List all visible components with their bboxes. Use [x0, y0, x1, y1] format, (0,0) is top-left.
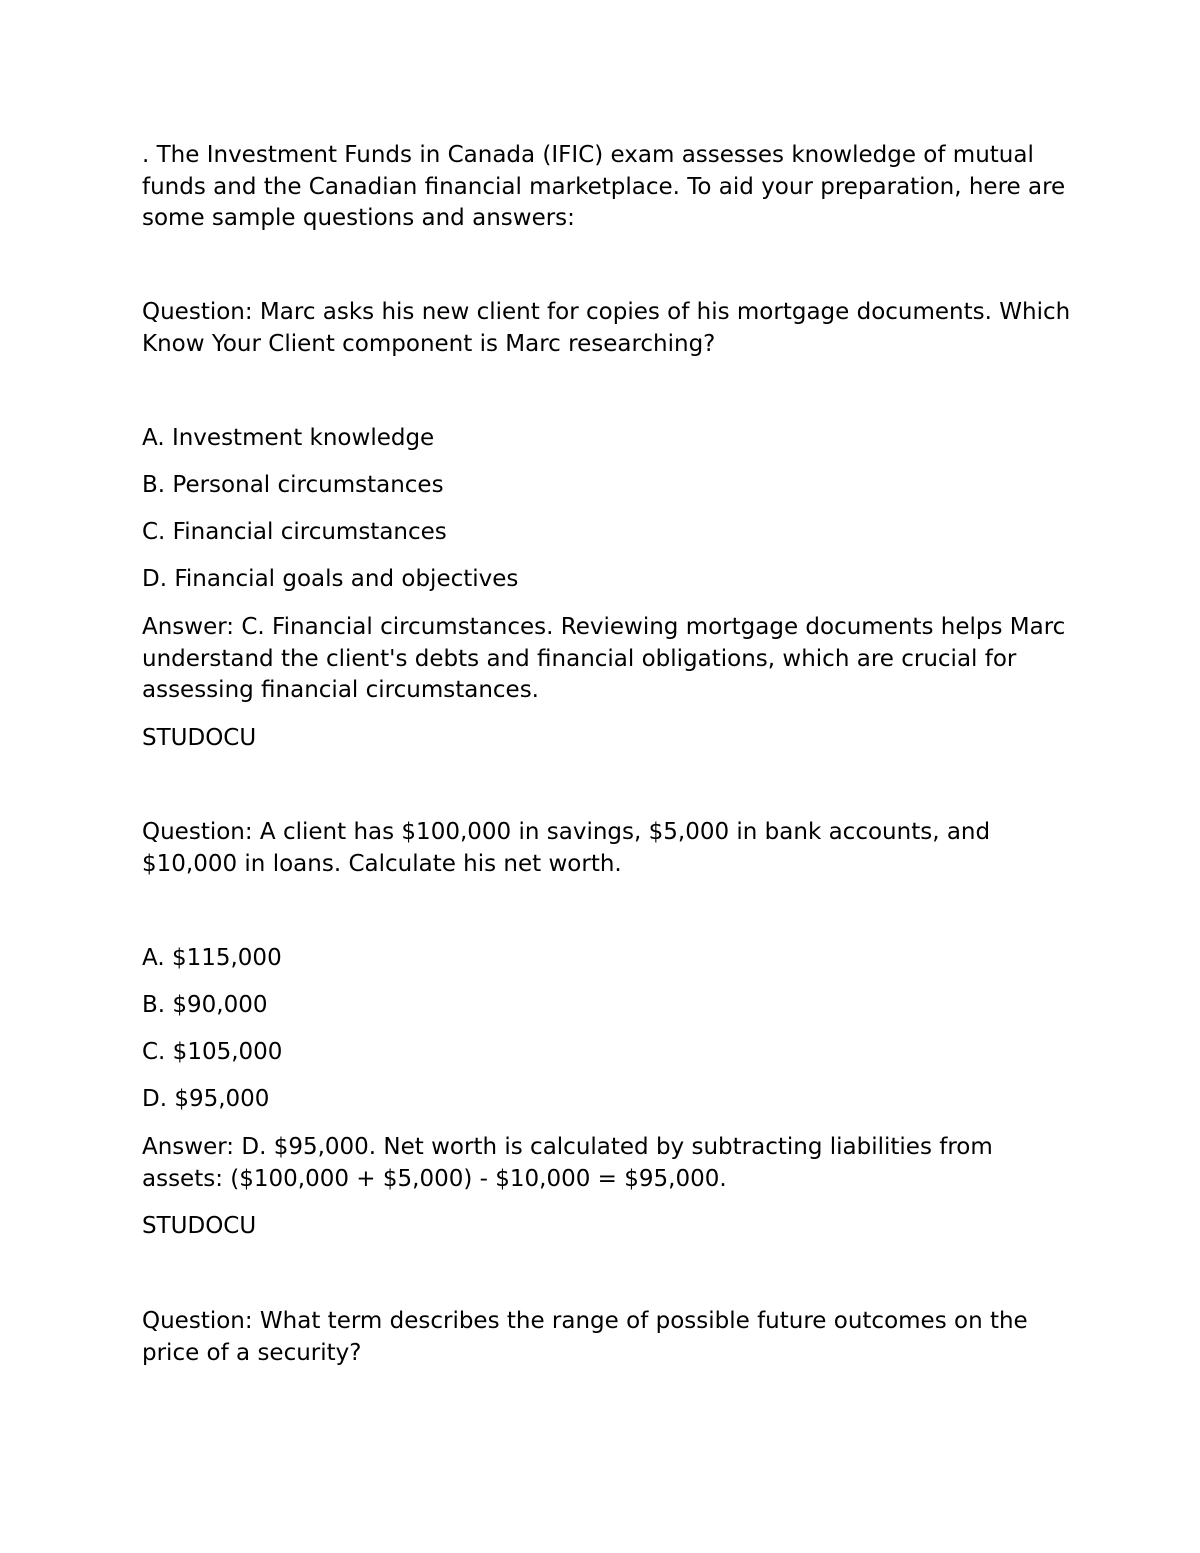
question-1-answer: Answer: C. Financial circumstances. Reviewing mortgage documents helps Marc understand the client's debts and financial obligations, which are crucial for assessing financial circumstances.: [142, 614, 1066, 703]
question-1-text: Question: Marc asks his new client for copies of his mortgage documents. Which Know Your Client component is Marc researching?: [142, 299, 1071, 357]
question-2-option-c: C. $105,000: [142, 1039, 283, 1065]
question-2-text: Question: A client has $100,000 in savings, $5,000 in bank accounts, and $10,000 in loans. Calculate his net worth.: [142, 819, 991, 877]
question-3-text: Question: What term describes the range of possible future outcomes on the price of a security?: [142, 1308, 1028, 1366]
intro-paragraph: . The Investment Funds in Canada (IFIC) exam assesses knowledge of mutual funds and the Canadian financial marketplace. To aid your preparation, here are some sample questions and answers:: [142, 142, 1066, 231]
question-1-source: STUDOCU: [142, 725, 257, 751]
question-1-option-c: C. Financial circumstances: [142, 519, 447, 545]
question-1-option-b: B. Personal circumstances: [142, 472, 444, 498]
question-2-option-a: A. $115,000: [142, 945, 282, 971]
question-1-option-d: D. Financial goals and objectives: [142, 566, 519, 592]
question-2-option-d: D. $95,000: [142, 1086, 270, 1112]
question-2-source: STUDOCU: [142, 1213, 257, 1239]
question-2-answer: Answer: D. $95,000. Net worth is calculated by subtracting liabilities from assets: ($100,000 + $5,000) - $10,000 = $95,000.: [142, 1134, 993, 1192]
question-2-option-b: B. $90,000: [142, 992, 268, 1018]
question-1-option-a: A. Investment knowledge: [142, 425, 435, 451]
